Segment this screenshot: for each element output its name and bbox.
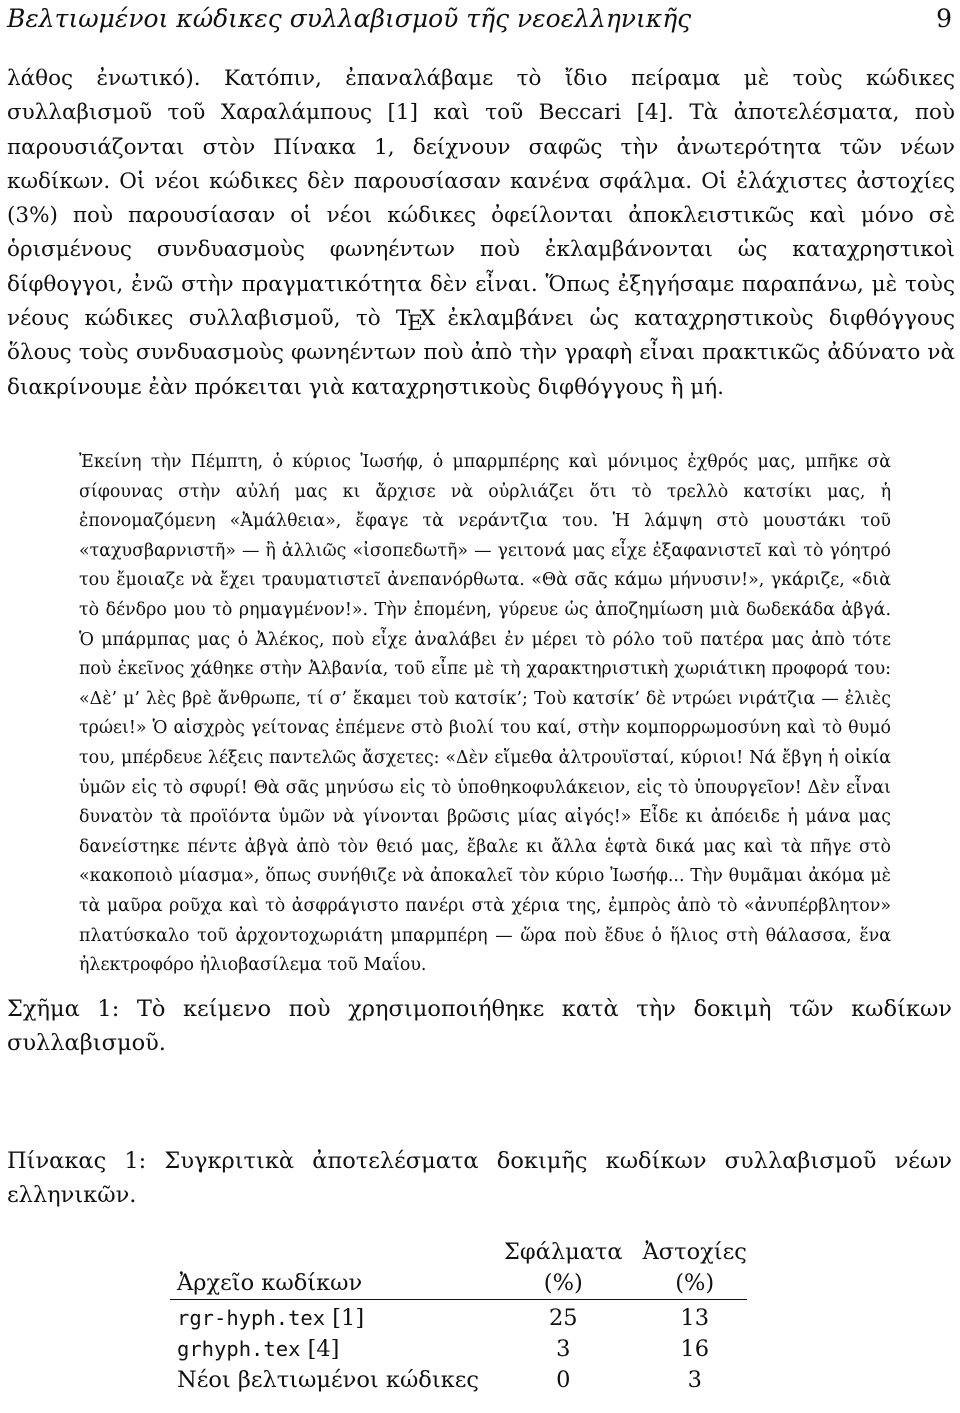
errors-cell: 0 (556, 1367, 571, 1393)
table-header-row-bottom (170, 1268, 747, 1300)
page-number: 9 (936, 4, 952, 33)
figure-sample-text: Ἐκείνη τὴν Πέμπτη, ὁ κύριος Ἰωσήφ, ὁ μπαρμπέρης καὶ μόνιμος ἐχθρός μας, μπῆκε σὰ σίφουνας στὴν αὐλή μας κι ἄρχισε νὰ οὐρλιάζει ὅτι τὸ τρελλὸ κατσίκι μας, ἡ ἐπονομαζόμενη «Ἀμάλθεια», ἔφαγε τὰ νεράντζια του. Ἡ λάμψη στὸ μουστάκι τοῦ «ταχυσβαρνιστῆ» — ἢ ἀλλιῶς «ἰσοπεδωτῆ» — γειτονά μας εἶχε ἐξαφανιστεῖ καὶ τὸ γόητρό του ἔμοιαζε νὰ ἔχει τραυματιστεῖ ἀνεπανόρθωτα. «Θὰ σᾶς κάμω μήνυσιν!», γκάριζε, «διὰ τὸ δένδρο μου τὸ ρημαγμένον!». Τὴν ἐπομένη, γύρευε ὡς ἀποζημίωση μιὰ δωδεκάδα ἀβγά. Ὁ μπάρμπας μας ὁ Ἀλέκος, ποὺ εἶχε ἀναλάβει ἐν μέρει τὸ ρόλο τοῦ πατέρα μας ἀπὸ τότε ποὺ ἐκεῖνος χάθηκε στὴν Ἀλβανία, τοῦ εἶπε μὲ τὴ χαρακτηριστικὴ χωριάτικη προφορά του: «Δὲ’ μ’ λὲς βρὲ ἄνθρωπε, τί σ’ ἔκαμει τοὺ κατσίκ’; Τοὺ κατσίκ’ δὲ ντρώει νιράτζια — ἐλιὲς τρώει!» Ὁ αἰσχρὸς γείτονας ἐπέμενε στὸ βιολί του καί, στὴν κομπορρωμοσύνη καὶ τὸ θυμό του, μπέρδευε λέξεις παντελῶς ἄσχετες: «Δὲν εἴμεθα ἀλτρουϊσταί, κύριοι! Νά ἔβγη ἡ οἰκία ὑμῶν εἰς τὸ σφυρί! Θὰ σᾶς μηνύσω εἰς τὸ ὑποθηκοφυλάκειον, εἰς τὸ ὑπουργεῖον! Δὲν εἶναι δυνατὸν τὰ προϊόντα ὑμῶν νὰ γίνονται βρῶσις μίας αἰγός!» Εἶδε κι ἀπόειδε ἡ μάνα μας δανείστηκε πέντε ἀβγὰ ἀπὸ τὸν θειό μας, ἔβαλε κι ἄλλα ἑφτὰ δικά μας καὶ τὰ πῆγε στὸ «κακοποιὸ μίασμα», ὅπως συνήθιζε νὰ ἀποκαλεῖ τὸν κύριο Ἰωσήφ... Τὴν θυμᾶμαι ἀκόμα μὲ τὰ μαῦρα ροῦχα καὶ τὸ ἀσφράγιστο πανέρι στὰ χέρια της, ἐμπρὸς ἀπὸ τὸ «ἀνυπέρβλητον» πλατύσκαλο τοῦ ἀρχοντοχωριάτη μπαρμπέρη — ὥρα ποὺ ἔδυε ὁ ἥλιος στὴ θάλασσα, ἕνα ἠλεκτροφόρο ἠλιοβασίλεμα τοῦ Μαΐου. (79, 452, 891, 976)
header-misses-unit: (%) (633, 1268, 747, 1300)
errors-cell: 3 (556, 1336, 571, 1362)
header-errors-unit: (%) (486, 1268, 633, 1300)
table-caption: Πίνακας 1: Συγκριτικὰ ἀποτελέσματα δοκιμῆς κωδίκων συλλαβισμοῦ νέων ελληνικῶν. (7, 1148, 952, 1208)
header-empty-cell (170, 1236, 486, 1268)
table-row (170, 1365, 747, 1396)
file-cell (170, 1334, 486, 1365)
running-title: Βελτιωμένοι κώδικες συλλαβισμοῦ τῆς νεοελληνικῆς (7, 4, 692, 33)
misses-cell: 13 (680, 1305, 710, 1331)
header-file: Ἀρχεῖο κωδίκων (170, 1268, 486, 1300)
misses-cell: 16 (680, 1336, 710, 1362)
body-text-part-2: ἐκλαμβάνει ὡς καταχρηστικοὺς διφθόγγους ὅλους τοὺς συνδυασμοὺς φωνηέντων ποὺ ἀπὸ τὴν γραφὴ εἶναι πρακτικῶς ἀδύνατο νὰ διακρίνουμε ἐὰν πρόκειται γιὰ καταχρηστικοὺς διφθόγγους ἢ μή. (7, 306, 955, 400)
misses-cell: 3 (687, 1367, 702, 1393)
file-ref: [4] (307, 1336, 340, 1362)
table-row (170, 1300, 747, 1335)
running-header (7, 4, 952, 36)
file-ref: [1] (332, 1305, 365, 1331)
file-cell (170, 1300, 486, 1335)
results-table (170, 1236, 747, 1396)
header-errors-top: Σφάλματα (503, 1239, 623, 1265)
errors-cell: 25 (548, 1305, 578, 1331)
figure-caption: Σχῆμα 1: Τὸ κείμενο ποὺ χρησιμοποιήθηκε κατὰ τὴν δοκιμὴ τῶν κωδίκων συλλαβισμοῦ. (7, 996, 952, 1056)
body-text-part-1: λάθος ἐνωτικό). Κατόπιν, ἐπαναλάβαμε τὸ ἴδιο πείραμα μὲ τοὺς κώδικες συλλαβισμοῦ τοῦ Χαραλάμπους [1] καὶ τοῦ Beccari [4]. Τὰ ἀποτελέσματα, ποὺ παρουσιάζονται στὸν Πίνακα 1, δείχνουν σαφῶς τὴν ἀνωτερότητα τῶν νέων κωδίκων. Οἱ νέοι κώδικες δὲν παρουσίασαν κανένα σφάλμα. Οἱ ἐλάχιστες ἀστοχίες (3%) ποὺ παρουσίασαν οἱ νέοι κώδικες ὀφείλονται ἀποκλειστικῶς καὶ μόνο σὲ ὁρισμένους συνδυασμοὺς φωνηέντων ποὺ ἐκλαμβάνονται ὡς καταχρηστικοὶ δίφθογγοι, ἐνῶ στὴν πραγματικότητα δὲν εἶναι. Ὅπως ἐξηγήσαμε παραπάνω, μὲ τοὺς νέους κώδικες συλλαβισμοῦ, τὸ (7, 66, 955, 332)
body-paragraph (7, 62, 955, 405)
file-cell (170, 1365, 486, 1396)
table-header-row-top (170, 1236, 747, 1268)
file-name: rgr-hyph.tex (177, 1306, 326, 1330)
table-row (170, 1334, 747, 1365)
file-name: Νέοι βελτιωμένοι κώδικες (177, 1367, 479, 1393)
header-misses-top: Ἀστοχίες (642, 1239, 747, 1265)
file-name: grhyph.tex (177, 1337, 301, 1361)
tex-logo: TEX (395, 306, 433, 337)
